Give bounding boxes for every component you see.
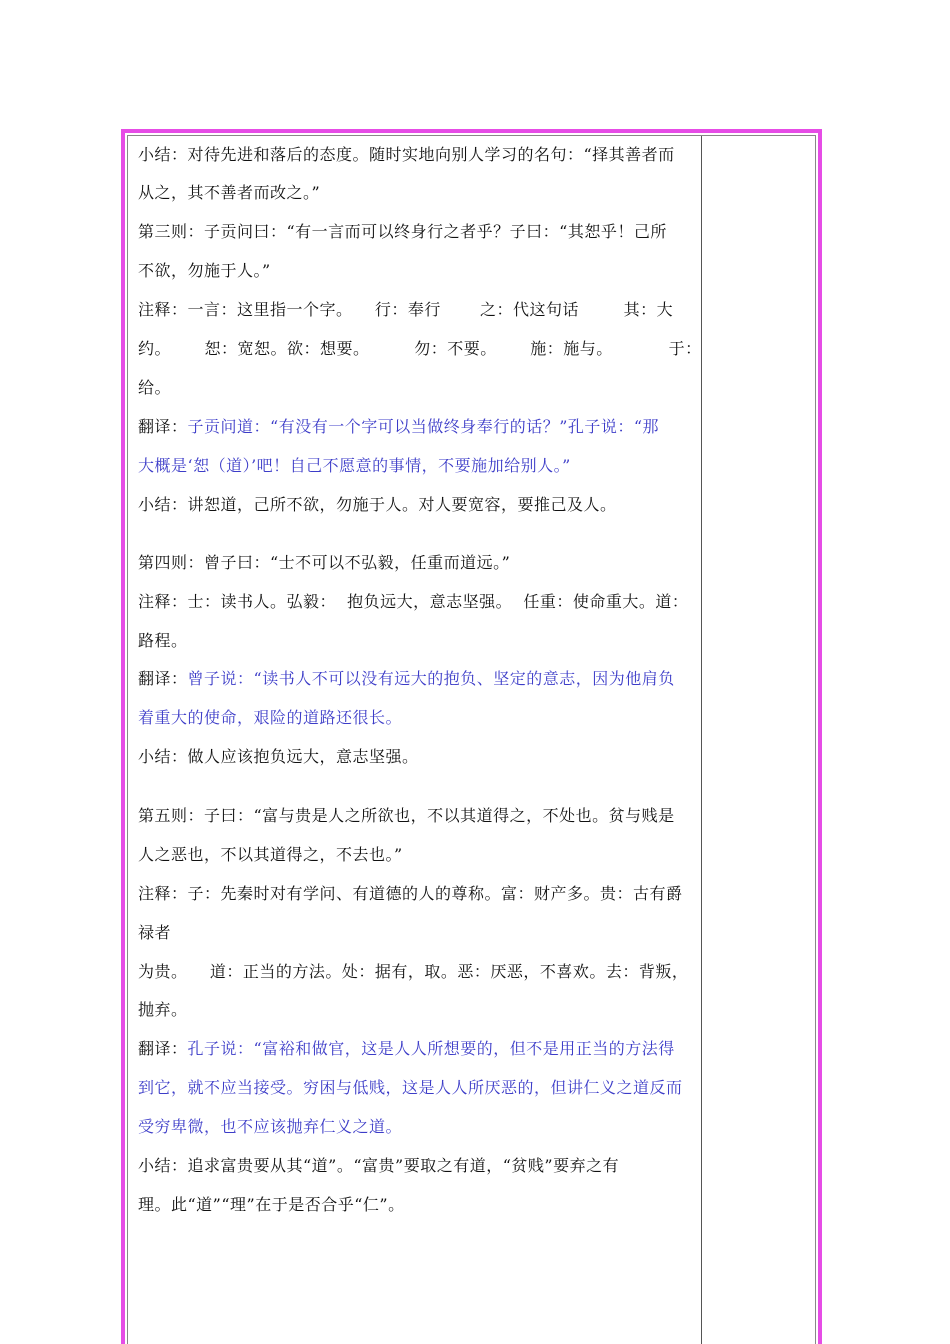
passage-five-line-2: 人之恶也，不以其道得之，不去也。” bbox=[138, 845, 403, 864]
annotation-five-line-3: 为贵。 道：正当的方法。处：据有，取。恶：厌恶，不喜欢。去：背叛， bbox=[138, 962, 689, 981]
translation-text: 孔子说：“富裕和做官，这是人人所想要的，但不是用正当的方法得 bbox=[187, 1039, 675, 1058]
translation-five-line-3: 受穷卑微，也不应该抛弃仁义之道。 bbox=[138, 1117, 403, 1136]
annotation-three-line-1: 注释：一言：这里指一个字。 行：奉行 之：代这句话 其：大 bbox=[138, 300, 674, 319]
summary-five-line-1: 小结：追求富贵要从其“道”。“富贵”要取之有道，“贫贱”要弃之有 bbox=[138, 1156, 620, 1175]
translation-five-line-2: 到它，就不应当接受。穷困与低贱，这是人人所厌恶的，但讲仁义之道反而 bbox=[138, 1078, 683, 1097]
annotation-four-line-2: 路程。 bbox=[138, 631, 188, 650]
column-divider bbox=[701, 136, 702, 1344]
translation-four-line-1 bbox=[138, 667, 675, 691]
passage-four: 第四则：曾子曰：“士不可以不弘毅，任重而道远。” bbox=[138, 553, 511, 572]
translation-text: 子贡问道：“有没有一个字可以当做终身奉行的话？”孔子说：“那 bbox=[187, 417, 660, 436]
summary-five-line-2: 理。此“道”“理”在于是否合乎“仁”。 bbox=[138, 1195, 405, 1214]
annotation-five-line-2: 禄者 bbox=[138, 923, 172, 942]
translation-label: 翻译： bbox=[138, 669, 188, 688]
annotation-three-line-3: 给。 bbox=[138, 378, 172, 397]
translation-label: 翻译： bbox=[138, 1039, 188, 1058]
summary-line-2: 从之，其不善者而改之。” bbox=[138, 183, 321, 202]
table-inner-border bbox=[127, 135, 816, 1344]
translation-three-line-1 bbox=[138, 415, 659, 439]
passage-three-line-1: 第三则：子贡问曰：“有一言而可以终身行之者乎？子曰：“其恕乎！己所 bbox=[138, 222, 667, 241]
table-frame bbox=[121, 129, 822, 1344]
translation-five-line-1 bbox=[138, 1037, 675, 1061]
summary-four: 小结：做人应该抱负远大，意志坚强。 bbox=[138, 747, 419, 766]
passage-three-line-2: 不欲，勿施于人。” bbox=[138, 261, 271, 280]
translation-label: 翻译： bbox=[138, 417, 188, 436]
summary-line-1: 小结：对待先进和落后的态度。随时实地向别人学习的名句：“择其善者而 bbox=[138, 145, 675, 164]
annotation-three-line-2: 约。 恕：宽恕。欲：想要。 勿：不要。 施：施与。 于： bbox=[138, 339, 702, 358]
annotation-five-line-4: 抛弃。 bbox=[138, 1000, 188, 1019]
translation-four-line-2: 着重大的使命，艰险的道路还很长。 bbox=[138, 708, 403, 727]
translation-text: 曾子说：“读书人不可以没有远大的抱负、坚定的意志，因为他肩负 bbox=[187, 669, 675, 688]
passage-five-line-1: 第五则：子曰：“富与贵是人之所欲也，不以其道得之，不处也。贫与贱是 bbox=[138, 806, 675, 825]
annotation-five-line-1: 注释：子：先秦时对有学问、有道德的人的尊称。富：财产多。贵：古有爵 bbox=[138, 884, 683, 903]
translation-three-line-2: 大概是‘恕（道）’吧！自己不愿意的事情，不要施加给别人。” bbox=[138, 456, 571, 475]
summary-three: 小结：讲恕道，己所不欲，勿施于人。对人要宽容，要推己及人。 bbox=[138, 495, 617, 514]
annotation-four-line-1: 注释：士：读书人。弘毅： 抱负远大，意志坚强。 任重：使命重大。道： bbox=[138, 592, 689, 611]
